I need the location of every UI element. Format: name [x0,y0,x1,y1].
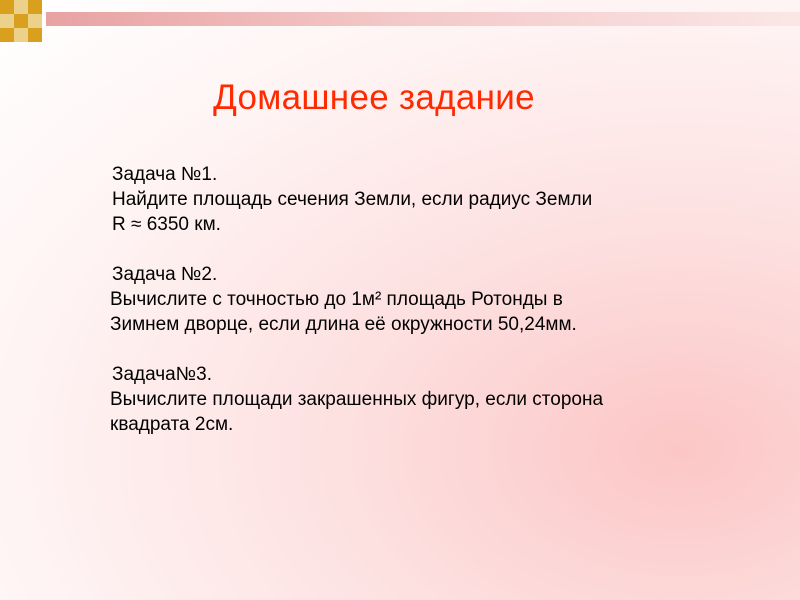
task-1 [112,162,772,237]
slide-title [0,78,700,118]
task-1-line-2: R ≈ 6350 км. [112,214,221,235]
slide-title-text: Домашнее задание [213,78,535,117]
task-2-line-2: Зимнем дворце, если длина её окружности 50,24мм. [110,314,577,335]
decor-square [14,28,28,42]
task-1-heading: Задача №1. [112,164,218,185]
task-3-line-2: квадрата 2см. [110,414,234,435]
task-3 [112,362,772,437]
task-2-line-1: Вычислите с точностью до 1м² площадь Ротонды в [110,289,563,310]
task-3-heading: Задача№3. [112,364,212,385]
decor-square [28,0,42,14]
task-2 [112,262,772,337]
decor-square [0,28,14,42]
task-list [112,162,772,462]
task-2-heading: Задача №2. [112,264,218,285]
decor-square [14,0,28,14]
decor-square [28,14,42,28]
decor-square [0,0,14,14]
decor-square [14,14,28,28]
task-3-line-1: Вычислите площади закрашенных фигур, если сторона [110,389,604,410]
task-1-line-1: Найдите площадь сечения Земли, если радиус Земли [112,189,593,210]
decor-square [28,28,42,42]
decor-square [0,14,14,28]
top-gradient-bar [46,12,800,26]
